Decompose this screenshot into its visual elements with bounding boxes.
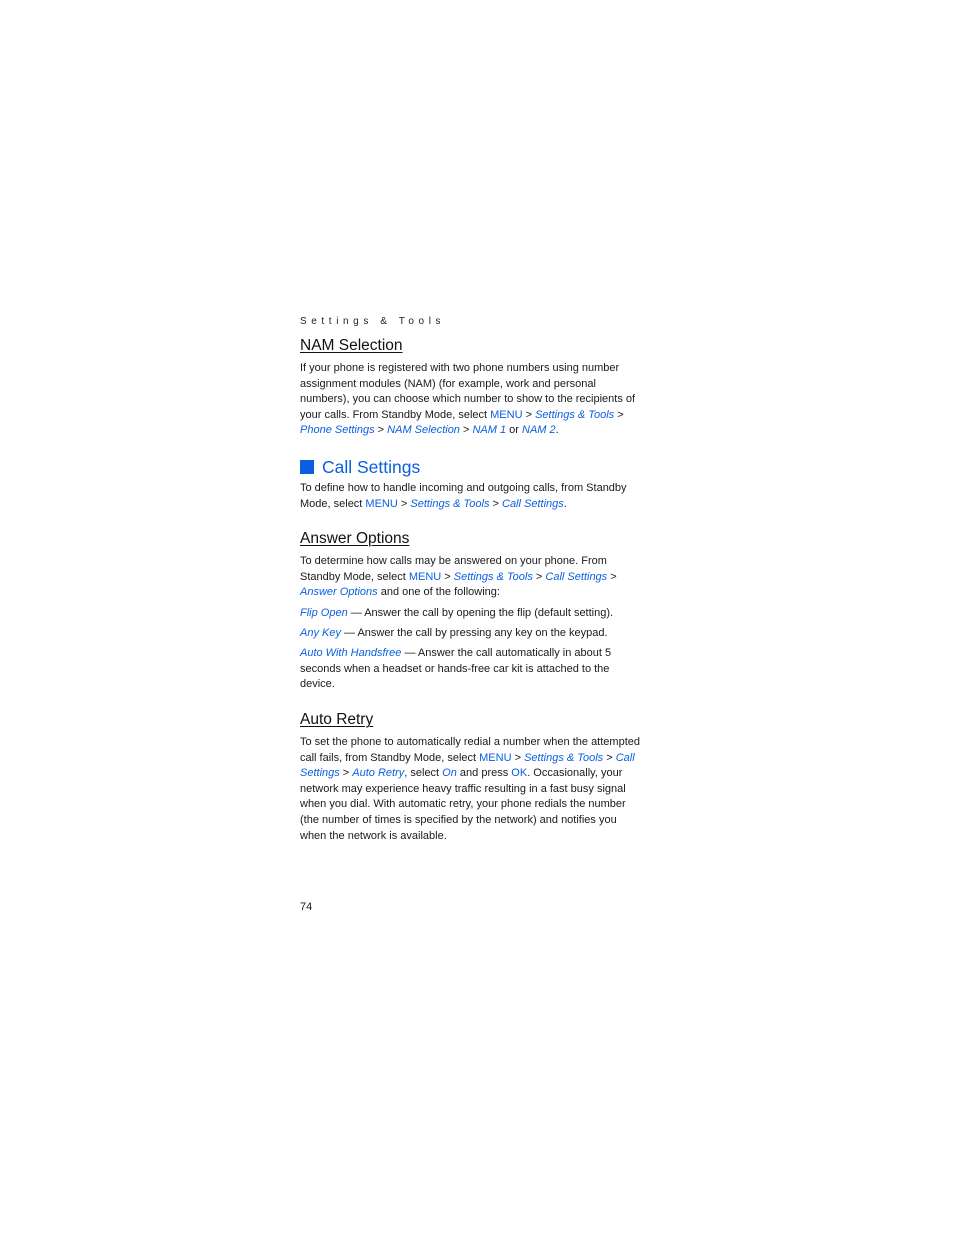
option-auto-with-handsfree: Auto With Handsfree — Answer the call automatically in about 5 seconds when a headset or hands-free car kit is attached to the device. xyxy=(300,647,612,691)
section-square-icon xyxy=(300,460,314,474)
answer-options-paragraph: To determine how calls may be answered on your phone. From Standby Mode, select MENU > Settings & Tools > Call Settings > Answer Options and one of the following: xyxy=(300,555,617,599)
running-header: Settings & Tools xyxy=(300,316,446,327)
option-flip-open: Flip Open — Answer the call by opening the flip (default setting). xyxy=(300,607,614,619)
auto-retry-paragraph: To set the phone to automatically redial a number when the attempted call fails, from Standby Mode, select MENU > Settings & Tools > Call Settings > Auto Retry, select On and press OK. Occasionally, your network may experience heavy traffic resulting in a fast busy signal when you dial. With automatic retry, your phone redials the number (the number of times is specified by the network) and notifies you when the network is available. xyxy=(300,736,640,842)
auto-retry-heading: Auto Retry xyxy=(300,711,374,728)
page-number: 74 xyxy=(300,901,313,913)
nam-selection-paragraph: If your phone is registered with two phone numbers using number assignment modules (NAM) (for example, work and personal numbers), you can choose which number to show to the recipients of your calls. From Standby Mode, select MENU > Settings & Tools > Phone Settings > NAM Selection > NAM 1 or NAM 2. xyxy=(300,362,636,437)
call-settings-paragraph: To define how to handle incoming and outgoing calls, from Standby Mode, select MENU > Settings & Tools > Call Settings. xyxy=(300,482,627,510)
option-any-key: Any Key — Answer the call by pressing any key on the keypad. xyxy=(300,627,608,639)
nam-selection-heading: NAM Selection xyxy=(300,337,403,354)
call-settings-heading: Call Settings xyxy=(300,457,420,478)
answer-options-heading: Answer Options xyxy=(300,530,410,547)
